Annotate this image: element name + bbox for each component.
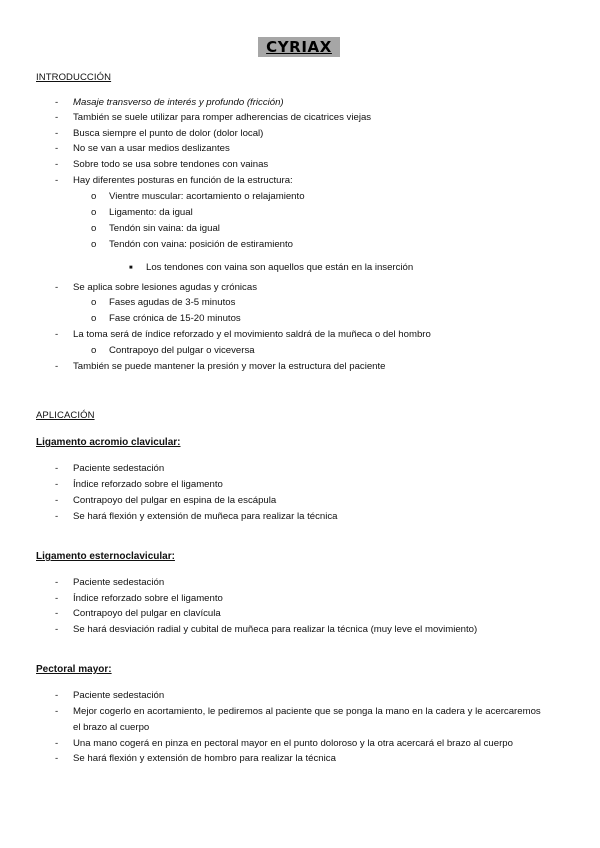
sub-list-item: Tendón sin vaina: da igual	[109, 223, 220, 234]
sub-list-item: Ligamento: da igual	[109, 207, 193, 218]
section-heading-aplicacion: APLICACIÓN	[36, 410, 95, 421]
sub-list-item: Tendón con vaina: posición de estiramiento	[109, 239, 293, 250]
list-item: Se hará desviación radial y cubital de muñeca para realizar la técnica (muy leve el movimiento)	[73, 624, 478, 635]
square-bullet: ■	[129, 265, 133, 271]
dash-bullet: -	[55, 361, 59, 372]
list-item: La toma será de índice reforzado y el movimiento saldrá de la muñeca o del hombro	[73, 329, 431, 340]
list-item: Paciente sedestación	[73, 577, 165, 588]
list-item: Se aplica sobre lesiones agudas y crónicas	[73, 282, 257, 293]
circle-bullet: o	[91, 297, 97, 308]
dash-bullet: -	[55, 112, 59, 123]
list-item: Una mano cogerá en pinza en pectoral mayor en el punto doloroso y la otra acercará el brazo al cuerpo	[73, 738, 513, 749]
dash-bullet: -	[55, 608, 59, 619]
list-item: Busca siempre el punto de dolor (dolor local)	[73, 128, 264, 139]
list-item: Hay diferentes posturas en función de la estructura:	[73, 175, 293, 186]
list-item: Mejor cogerlo en acortamiento, le pediremos al paciente que se ponga la mano en la cadera y le acercaremos	[73, 706, 541, 717]
list-item: Paciente sedestación	[73, 690, 165, 701]
list-item: Se hará flexión y extensión de hombro para realizar la técnica	[73, 753, 336, 764]
subsection-title: Ligamento esternoclavicular:	[36, 551, 175, 562]
dash-bullet: -	[55, 593, 59, 604]
dash-bullet: -	[55, 577, 59, 588]
page-title: CYRIAX	[258, 37, 340, 57]
list-item: Se hará flexión y extensión de muñeca para realizar la técnica	[73, 511, 338, 522]
dash-bullet: -	[55, 128, 59, 139]
list-item: También se puede mantener la presión y mover la estructura del paciente	[73, 361, 386, 372]
dash-bullet: -	[55, 329, 59, 340]
list-item: Índice reforzado sobre el ligamento	[73, 593, 223, 604]
list-item: También se suele utilizar para romper adherencias de cicatrices viejas	[73, 112, 372, 123]
dash-bullet: -	[55, 97, 59, 108]
circle-bullet: o	[91, 239, 97, 250]
list-item: Sobre todo se usa sobre tendones con vainas	[73, 159, 269, 170]
sub-list-item: Vientre muscular: acortamiento o relajamiento	[109, 191, 305, 202]
dash-bullet: -	[55, 706, 59, 717]
circle-bullet: o	[91, 223, 97, 234]
dash-bullet: -	[55, 753, 59, 764]
dash-bullet: -	[55, 159, 59, 170]
section-heading-introduccion: INTRODUCCIÓN	[36, 72, 112, 83]
list-item-continuation: el brazo al cuerpo	[73, 722, 150, 733]
list-item: No se van a usar medios deslizantes	[73, 143, 230, 154]
dash-bullet: -	[55, 495, 59, 506]
circle-bullet: o	[91, 207, 97, 218]
dash-bullet: -	[55, 175, 59, 186]
list-item: Índice reforzado sobre el ligamento	[73, 479, 223, 490]
subsection-title: Pectoral mayor:	[36, 664, 112, 675]
sub-sub-list-item: Los tendones con vaina son aquellos que están en la inserción	[146, 262, 414, 273]
circle-bullet: o	[91, 313, 97, 324]
list-item: Paciente sedestación	[73, 463, 165, 474]
subsection-title: Ligamento acromio clavicular:	[36, 437, 181, 448]
sub-list-item: Fase crónica de 15-20 minutos	[109, 313, 241, 324]
sub-list-item: Fases agudas de 3-5 minutos	[109, 297, 236, 308]
sub-list-item: Contrapoyo del pulgar o viceversa	[109, 345, 255, 356]
list-item: Contrapoyo del pulgar en clavícula	[73, 608, 221, 619]
dash-bullet: -	[55, 479, 59, 490]
circle-bullet: o	[91, 191, 97, 202]
list-item: Contrapoyo del pulgar en espina de la escápula	[73, 495, 277, 506]
dash-bullet: -	[55, 690, 59, 701]
circle-bullet: o	[91, 345, 97, 356]
list-item: Masaje transverso de interés y profundo (fricción)	[73, 97, 284, 108]
dash-bullet: -	[55, 624, 59, 635]
dash-bullet: -	[55, 282, 59, 293]
dash-bullet: -	[55, 143, 59, 154]
dash-bullet: -	[55, 511, 59, 522]
dash-bullet: -	[55, 463, 59, 474]
dash-bullet: -	[55, 738, 59, 749]
